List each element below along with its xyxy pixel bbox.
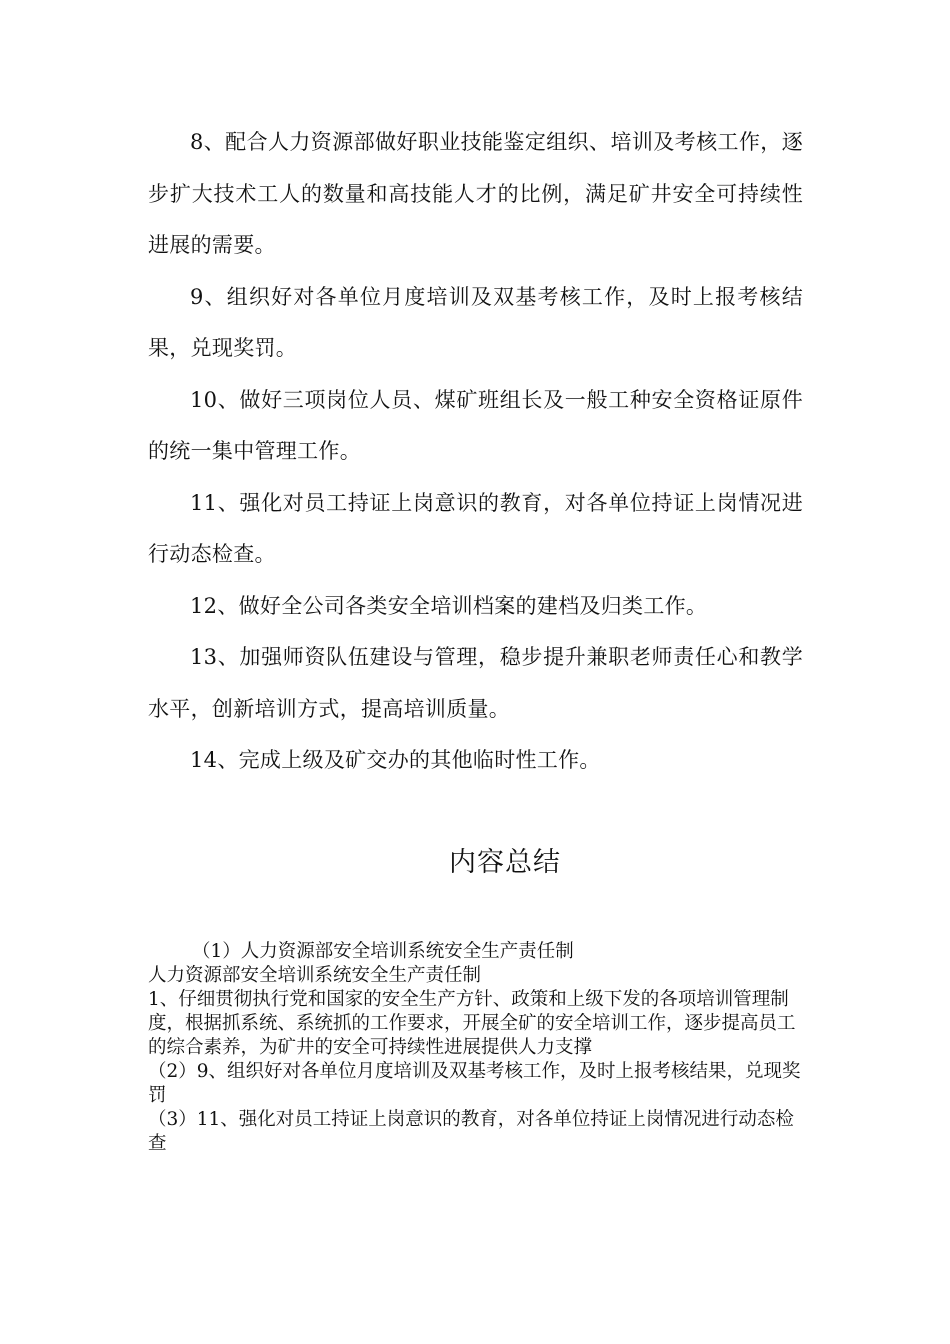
- summary-section: [148, 940, 808, 1156]
- summary-line: （2）9、组织好对各单位月度培训及双基考核工作，及时上报考核结果，兑现奖罚: [148, 1061, 801, 1106]
- duty-list: [148, 117, 803, 787]
- summary-line: （1）人力资源部安全培训系统安全生产责任制: [192, 941, 574, 962]
- summary-line: 1、仔细贯彻执行党和国家的安全生产方针、政策和上级下发的各项培训管理制度，根据抓系统、系统抓的工作要求，开展全矿的安全培训工作，逐步提高员工的综合素养，为矿井的安全可持续性进展提供人力支撑: [148, 989, 796, 1058]
- duty-item-14: 14、完成上级及矿交办的其他临时性工作。: [190, 748, 601, 772]
- summary-title: 内容总结: [449, 847, 561, 878]
- duty-item-13: 13、加强师资队伍建设与管理，稳步提升兼职老师责任心和教学水平，创新培训方式，提高培训质量。: [148, 645, 803, 721]
- summary-line: （3）11、强化对员工持证上岗意识的教育，对各单位持证上岗情况进行动态检查: [148, 1109, 794, 1154]
- summary-line: 人力资源部安全培训系统安全生产责任制: [148, 965, 482, 986]
- duty-item-12: 12、做好全公司各类安全培训档案的建档及归类工作。: [190, 593, 708, 618]
- duty-item-10: 10、做好三项岗位人员、煤矿班组长及一般工种安全资格证原件的统一集中管理工作。: [148, 387, 803, 463]
- duty-item-8: 8、配合人力资源部做好职业技能鉴定组织、培训及考核工作，逐步扩大技术工人的数量和高技能人才的比例，满足矿井安全可持续性进展的需要。: [148, 130, 803, 257]
- duty-item-9: 9、组织好对各单位月度培训及双基考核工作，及时上报考核结果，兑现奖罚。: [148, 284, 803, 360]
- duty-item-11: 11、强化对员工持证上岗意识的教育，对各单位持证上岗情况进行动态检查。: [148, 490, 803, 566]
